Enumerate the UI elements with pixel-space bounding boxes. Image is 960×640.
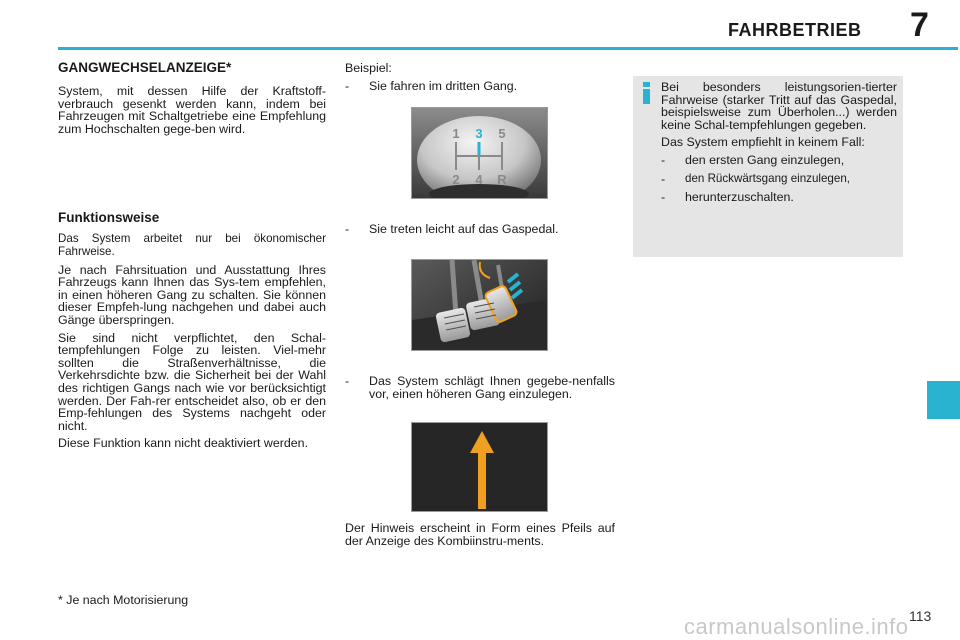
- bullet-dash: -: [661, 190, 666, 205]
- bullet-dash: -: [661, 171, 666, 186]
- example-label: Beispiel:: [345, 61, 392, 75]
- subsection-heading: Funktionsweise: [58, 210, 160, 226]
- watermark: carmanualsonline.info: [684, 614, 909, 639]
- header-rule: [58, 47, 958, 50]
- gear-label-1: 1: [452, 126, 460, 141]
- page-number: 113: [909, 608, 932, 624]
- gear-label-r: R: [497, 172, 507, 187]
- gear-label-5: 5: [498, 126, 506, 141]
- display-note: Der Hinweis erscheint in Form eines Pfeils auf der Anzeige des Kombiinstru-ments.: [345, 521, 615, 548]
- gear-knob-image: [411, 107, 548, 199]
- info-paragraph-1: Bei besonders leistungsorien-tierter Fahrweise (starker Tritt auf das Gaspedal, beispielsweise zum Überholen...) werden keine Schal-tempfehlungen gegeben.: [661, 80, 897, 132]
- step-2-text: Sie treten leicht auf das Gaspedal.: [369, 222, 559, 236]
- step-3: [345, 375, 615, 400]
- paragraph-1: Das System arbeitet nur bei ökonomischer Fahrweise.: [58, 232, 326, 258]
- chapter-number: 7: [910, 6, 929, 44]
- chapter-side-tab: [927, 381, 960, 419]
- paragraph-2: Je nach Fahrsituation und Ausstattung Ihres Fahrzeugs kann Ihnen das Sys-tem empfehlen, in einen höheren Gang zu schalten. Sie können dieser Empfeh-lung nachgehen und dabei auch Gänge überspringen.: [58, 262, 326, 327]
- left-column: [58, 60, 326, 455]
- paragraph-4: Diese Funktion kann nicht deaktiviert werden.: [58, 436, 309, 451]
- list-item: [661, 173, 897, 186]
- info-paragraph-2: Das System empfiehlt in keinem Fall:: [661, 135, 865, 150]
- list-item: [661, 154, 897, 167]
- gear-label-4: 4: [475, 172, 483, 187]
- step-1-text: Sie fahren im dritten Gang.: [369, 78, 518, 93]
- gear-label-3: 3: [475, 126, 483, 141]
- paragraph-3: Sie sind nicht verpflichtet, den Schal-tempfehlungen Folge zu leisten. Viel-mehr sollten die Straßenverhältnisse, die Verkehrsdichte bzw. die Sicherheit bei der Wahl des richtigen Gangs nach wie vor berücksichtigt werden. Der Fah-rer entscheidet also, ob er den Emp-fehlungen des Systems nachgeht oder nicht.: [58, 330, 326, 433]
- list-item: [661, 191, 897, 204]
- footnote: * Je nach Motorisierung: [58, 593, 189, 607]
- bullet-dash: -: [661, 152, 666, 167]
- info-text: [661, 81, 897, 204]
- intro-paragraph: System, mit dessen Hilfe der Kraftstoff-verbrauch gesenkt werden kann, indem bei Fahrzeugen mit Schaltgetriebe eine Empfehlung zum Hochschalten gege-ben wird.: [58, 84, 326, 136]
- chapter-title: FAHRBETRIEB: [728, 20, 862, 40]
- upshift-arrow-image: [411, 422, 548, 512]
- step-1: [345, 80, 615, 93]
- bullet-dash: -: [345, 374, 350, 388]
- info-item-text: den ersten Gang einzulegen,: [685, 152, 845, 167]
- pedals-image: [411, 259, 548, 351]
- step-3-text: Das System schlägt Ihnen gegebe-nenfalls vor, einen höheren Gang einzulegen.: [369, 374, 615, 401]
- gear-label-2: 2: [452, 172, 460, 187]
- info-item-text: herunterzuschalten.: [685, 190, 794, 205]
- step-2: [345, 223, 615, 236]
- section-heading: GANGWECHSELANZEIGE*: [58, 60, 232, 75]
- bullet-dash: -: [345, 222, 350, 236]
- example-block: [345, 62, 615, 92]
- info-item-text: den Rückwärtsgang einzulegen,: [685, 171, 850, 185]
- bullet-dash: -: [345, 78, 350, 93]
- info-icon: [640, 82, 654, 104]
